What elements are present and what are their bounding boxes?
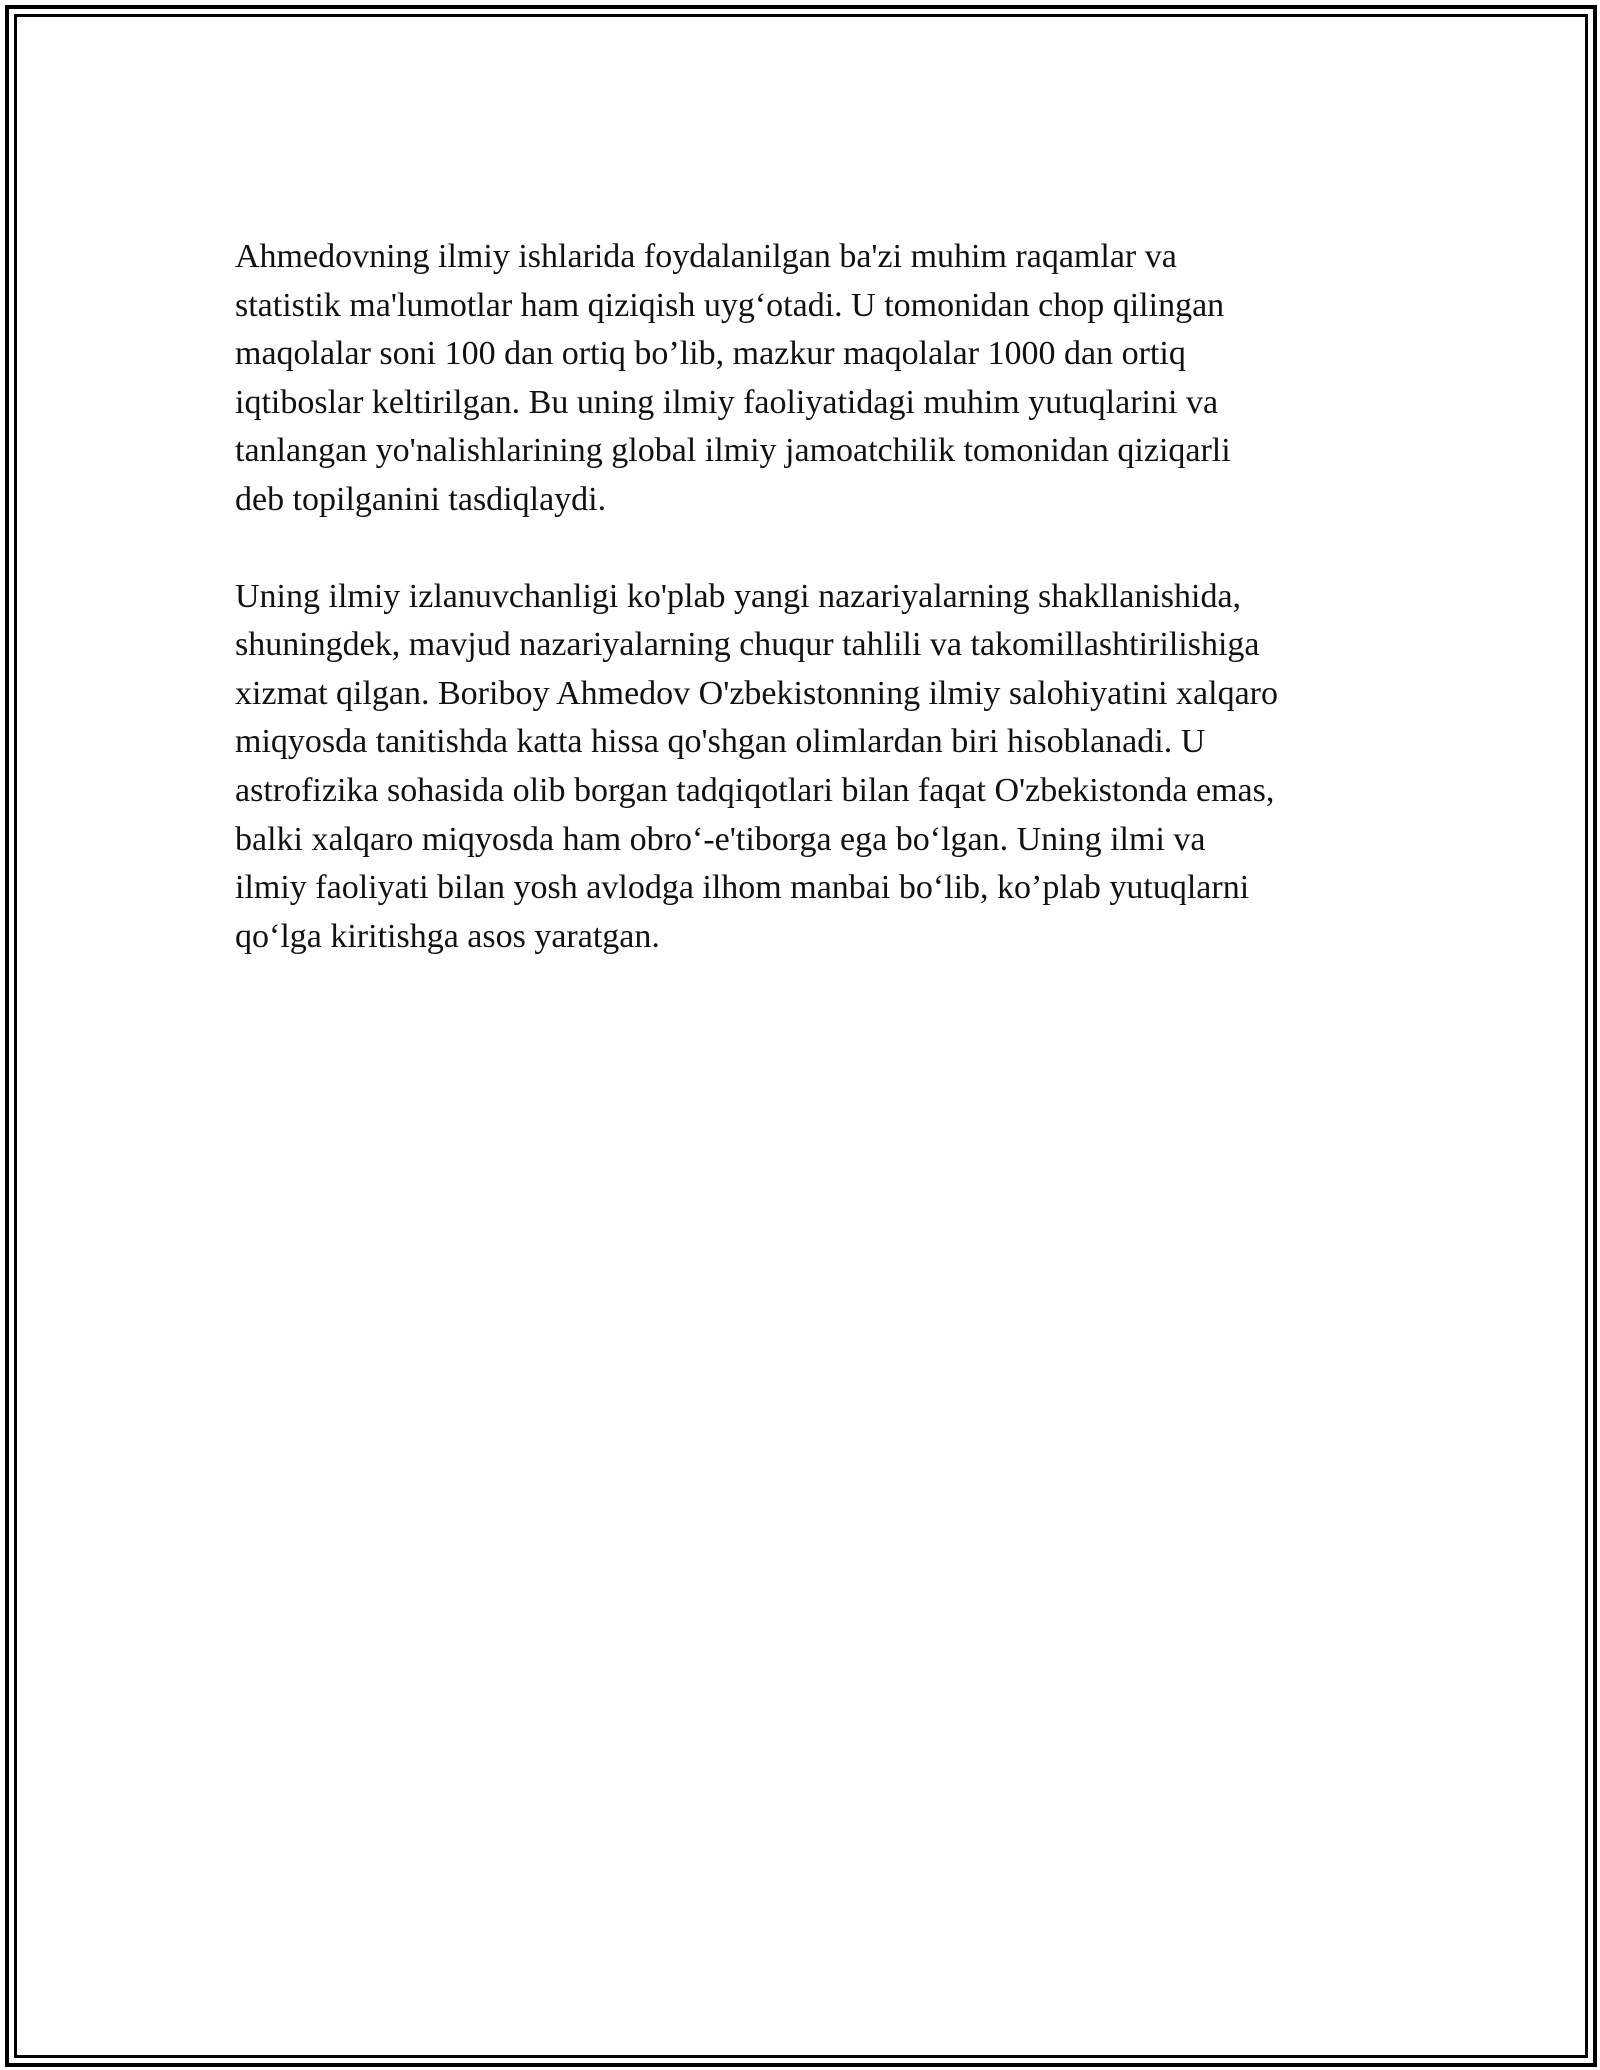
paragraph-line: balki xalqaro miqyosda ham obro‘-e'tiborga ega bo‘lgan. Uning ilmi va xyxy=(235,820,1206,858)
paragraph-line: tanlangan yo'nalishlarining global ilmiy jamoatchilik tomonidan qiziqarli xyxy=(235,432,1231,470)
paragraph-line: deb topilganini tasdiqlaydi. xyxy=(235,480,607,518)
paragraph-line: miqyosda tanitishda katta hissa qo'shgan olimlardan biri hisoblanadi. U xyxy=(235,723,1206,761)
paragraph-line: qo‘lga kiritishga asos yaratgan. xyxy=(235,917,660,955)
document-body xyxy=(235,233,1385,961)
paragraph-1 xyxy=(235,233,1385,525)
paragraph-line: iqtiboslar keltirilgan. Bu uning ilmiy faoliyatidagi muhim yutuqlarini va xyxy=(235,383,1219,421)
paragraph-line: xizmat qilgan. Boriboy Ahmedov O'zbekistonning ilmiy salohiyatini xalqaro xyxy=(235,674,1278,712)
paragraph-line: statistik ma'lumotlar ham qiziqish uyg‘otadi. U tomonidan chop qilingan xyxy=(235,286,1225,324)
paragraph-line: ilmiy faoliyati bilan yosh avlodga ilhom manbai bo‘lib, ko’plab yutuqlarni xyxy=(235,869,1250,907)
paragraph-2 xyxy=(235,573,1385,962)
paragraph-line: astrofizika sohasida olib borgan tadqiqotlari bilan faqat O'zbekistonda emas, xyxy=(235,771,1275,809)
paragraph-line: Ahmedovning ilmiy ishlarida foydalanilgan ba'zi muhim raqamlar va xyxy=(235,238,1177,275)
paragraph-line: shuningdek, mavjud nazariyalarning chuqur tahlili va takomillashtirilishiga xyxy=(235,626,1260,664)
paragraph-line: Uning ilmiy izlanuvchanligi ko'plab yangi nazariyalarning shakllanishida, xyxy=(235,577,1242,615)
paragraph-line: maqolalar soni 100 dan ortiq bo’lib, mazkur maqolalar 1000 dan ortiq xyxy=(235,335,1186,373)
